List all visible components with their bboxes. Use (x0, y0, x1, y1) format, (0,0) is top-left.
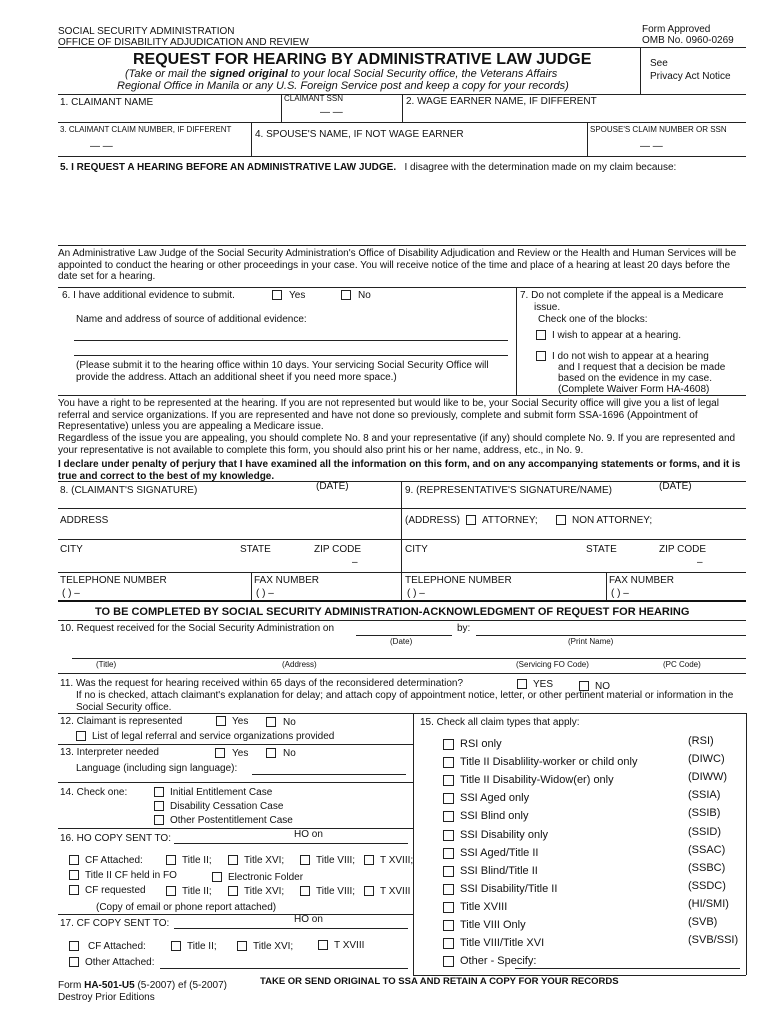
claim-type-checkbox[interactable] (443, 739, 454, 750)
item-11-label: 11. Was the request for hearing received within 65 days of the reconsidered determination? (60, 678, 464, 689)
claim-type-code: (DIWC) (688, 753, 725, 766)
claimant-phone-label: TELEPHONE NUMBER (60, 575, 167, 586)
claim-type-code: (SSDC) (688, 879, 726, 892)
cf-attached-checkbox[interactable] (69, 941, 79, 951)
appear-hearing-label: I wish to appear at a hearing. (552, 330, 681, 341)
alj-notice: An Administrative Law Judge of the Social Security Administration's Office of Disability Adjudication and Review or the Health and Human Services will be appointed to conduct the hearing or other proceedings in your case. You will receive notice of the time and place of a hearing at least 20 days before the date set for a hearing. (58, 248, 737, 282)
no-appear-label-3: based on the evidence in my case. (558, 373, 712, 384)
interpreter-no-label: No (283, 748, 296, 759)
electronic-folder-checkbox[interactable] (212, 872, 222, 882)
claim-type-checkbox[interactable] (443, 902, 454, 913)
claimant-city-label: CITY (60, 544, 83, 555)
agency-line-2: OFFICE OF DISABILITY ADJUDICATION AND REVIEW (58, 37, 309, 48)
claim-type-code: (SSAC) (688, 843, 726, 856)
item-5: 5. I REQUEST A HEARING BEFORE AN ADMINISTRATIVE LAW JUDGE. I disagree with the determination made on my claim because: (60, 162, 677, 173)
represented-no-checkbox[interactable] (266, 717, 276, 727)
claimant-fax-field[interactable]: ( ) – (256, 588, 274, 599)
form-approved: Form Approved (642, 24, 711, 35)
rep-signature-label: 9. (REPRESENTATIVE'S SIGNATURE/NAME) (405, 485, 612, 496)
claim-type-checkbox[interactable] (443, 848, 454, 859)
language-field[interactable] (252, 774, 406, 775)
electronic-folder-label: Electronic Folder (228, 872, 304, 883)
ho-title2-label: Title II; (182, 855, 212, 866)
instructions-line-2: Regional Office in Manila or any U.S. Foreign Service post and keep a copy for your records) (117, 80, 569, 92)
cf-title18-checkbox[interactable] (318, 940, 328, 950)
attorney-checkbox[interactable] (466, 515, 476, 525)
claimant-ssn-label: CLAIMANT SSN (284, 94, 343, 103)
other-specify-field[interactable] (515, 968, 740, 969)
rep-phone-field[interactable]: ( ) – (407, 588, 425, 599)
item-16-label: 16. HO COPY SENT TO: (60, 833, 171, 844)
received-by-line[interactable] (476, 635, 746, 636)
claimant-date-label: (DATE) (316, 481, 349, 492)
req-title16-checkbox[interactable] (228, 886, 238, 896)
claim-type-code: (HI/SMI) (688, 897, 729, 910)
claimant-zip-field[interactable]: – (352, 557, 358, 568)
claim-type-checkbox[interactable] (443, 757, 454, 768)
timely-yes-label: YES (533, 679, 554, 690)
referral-list-checkbox[interactable] (76, 731, 86, 741)
claim-type-code: (DIWW) (688, 771, 728, 784)
cf-title16-checkbox[interactable] (237, 941, 247, 951)
claim-type-checkbox[interactable] (443, 866, 454, 877)
cf-title2-label: Title II; (187, 941, 217, 952)
claim-type-label: SSI Blind only (460, 810, 529, 823)
cf-copy-field[interactable] (174, 928, 408, 929)
no-appear-label-2: and I request that a decision be made (558, 362, 726, 373)
cf-held-fo-checkbox[interactable] (69, 870, 79, 880)
claim-type-checkbox[interactable] (443, 830, 454, 841)
claim-type-code: (RSI) (688, 735, 714, 747)
other-attached-checkbox[interactable] (69, 957, 79, 967)
claim-type-checkbox[interactable] (443, 956, 454, 967)
item-11-note: If no is checked, attach claimant's explanation for delay; and attach copy of appointment notice, letter, or other pertinent material or information in the Social Security office. (76, 690, 734, 713)
claim-type-code: (SVB/SSI) (688, 934, 739, 947)
item-15-label: 15. Check all claim types that apply: (420, 717, 580, 728)
ho-title16-label: Title XVI; (244, 855, 285, 866)
ho-copy-field[interactable] (174, 843, 408, 844)
claim-type-label: SSI Aged only (460, 792, 530, 805)
spouse-claim-label: SPOUSE'S CLAIM NUMBER OR SSN (590, 125, 727, 134)
represented-no-label: No (283, 717, 296, 728)
claim-type-code: (SSID) (688, 825, 721, 838)
referral-list-label: List of legal referral and service organizations provided (92, 731, 335, 742)
copy-note: (Copy of email or phone report attached) (96, 902, 277, 913)
form-title: REQUEST FOR HEARING BY ADMINISTRATIVE LAW JUDGE (133, 51, 592, 68)
interpreter-yes-label: Yes (232, 748, 249, 759)
claim-type-checkbox[interactable] (443, 938, 454, 949)
claim-type-checkbox[interactable] (443, 884, 454, 895)
claim-number-label: 3. CLAIMANT CLAIM NUMBER, IF DIFFERENT (60, 125, 232, 134)
claim-type-label: Title VIII Only (460, 919, 526, 931)
ssa-banner: TO BE COMPLETED BY SOCIAL SECURITY ADMINISTRATION-ACKNOWLEDGMENT OF REQUEST FOR HEARING (95, 606, 690, 618)
claimant-address-label: ADDRESS (60, 515, 109, 526)
initial-entitlement-checkbox[interactable] (154, 787, 164, 797)
ho-title8-checkbox[interactable] (300, 855, 310, 865)
form-number: Form HA-501-U5 (5-2007) ef (5-2007) (58, 980, 227, 991)
ho-cf-attached-checkbox[interactable] (69, 855, 79, 865)
claim-type-checkbox[interactable] (443, 811, 454, 822)
claimant-signature-label: 8. (CLAIMANT'S SIGNATURE) (60, 485, 198, 496)
item-10-label: 10. Request received for the Social Security Administration on (60, 623, 335, 634)
regardless-text: Regardless of the issue you are appealing, you should complete No. 8 and your representative (if any) should complete No. 9. If you are represented and your representative is not available to complete this form, you should also print his or her name, address, etc., in No. 9. (58, 433, 736, 456)
pc-code-caption: (PC Code) (663, 660, 701, 669)
cf-requested-label: CF requested (85, 885, 146, 896)
title-caption: (Title) (96, 660, 117, 669)
req-title18-label: T XVIII (380, 886, 411, 897)
fo-code-caption: (Servicing FO Code) (516, 660, 589, 669)
rep-phone-label: TELEPHONE NUMBER (405, 575, 512, 586)
interpreter-yes-checkbox[interactable] (215, 748, 225, 758)
cf-ho-on-label: HO on (294, 914, 323, 925)
claim-type-checkbox[interactable] (443, 920, 454, 931)
claim-number-field[interactable]: — — (90, 141, 113, 152)
see-label: See (650, 58, 668, 69)
ho-title2-checkbox[interactable] (166, 855, 176, 865)
ho-cf-attached-label: CF Attached: (85, 855, 143, 866)
claim-type-label: RSI only (460, 738, 502, 750)
by-label: by: (457, 623, 471, 634)
claimant-zip-label: ZIP CODE (314, 544, 362, 555)
req-title2-checkbox[interactable] (166, 886, 176, 896)
postentitlement-label: Other Postentitlement Case (170, 815, 293, 826)
cf-requested-checkbox[interactable] (69, 885, 79, 895)
ho-title8-label: Title VIII; (316, 855, 356, 866)
evidence-source-label: Name and address of source of additional evidence: (76, 314, 307, 325)
item-7-line-3: Check one of the blocks: (538, 314, 648, 325)
non-attorney-checkbox[interactable] (556, 515, 566, 525)
item-13-label: 13. Interpreter needed (60, 747, 159, 758)
privacy-act-notice[interactable]: Privacy Act Notice (650, 71, 731, 82)
claim-type-label: SSI Blind/Title II (460, 864, 538, 877)
rep-city-label: CITY (405, 544, 428, 555)
address-caption: (Address) (282, 660, 317, 669)
represented-yes-checkbox[interactable] (216, 716, 226, 726)
title-address-line[interactable] (72, 658, 746, 659)
req-title2-label: Title II; (182, 886, 212, 897)
ho-title18-checkbox[interactable] (364, 855, 374, 865)
claim-type-code: (SSIB) (688, 807, 721, 820)
item-12-label: 12. Claimant is represented (60, 716, 183, 727)
print-name-caption: (Print Name) (568, 637, 614, 646)
rep-date-label: (DATE) (659, 481, 692, 492)
cf-title18-label: T XVIII (334, 940, 365, 951)
date-caption: (Date) (390, 637, 413, 646)
item-14-label: 14. Check one: (60, 787, 128, 798)
language-label: Language (including sign language): (76, 763, 238, 774)
evidence-source-line-1[interactable] (74, 340, 508, 341)
received-date-line[interactable] (356, 635, 452, 636)
item-7-line-1: 7. Do not complete if the appeal is a Medicare (520, 290, 724, 301)
claim-type-checkbox[interactable] (443, 793, 454, 804)
rep-fax-field[interactable]: ( ) – (611, 588, 629, 599)
waiver-form-note: (Complete Waiver Form HA-4608) (558, 384, 710, 395)
rep-zip-field[interactable]: – (697, 557, 703, 568)
claimant-state-label: STATE (240, 544, 271, 555)
ho-title16-checkbox[interactable] (228, 855, 238, 865)
cf-attached-label: CF Attached: (88, 941, 146, 952)
ho-on-label: HO on (294, 829, 323, 840)
req-title18-checkbox[interactable] (364, 886, 374, 896)
item-17-label: 17. CF COPY SENT TO: (60, 918, 170, 929)
other-attached-label: Other Attached: (85, 957, 155, 968)
other-attached-field[interactable] (160, 968, 408, 969)
claimant-name-label: 1. CLAIMANT NAME (60, 97, 154, 108)
req-title16-label: Title XVI; (244, 886, 285, 897)
item-6-label: 6. I have additional evidence to submit. (62, 290, 235, 301)
attorney-label: ATTORNEY; (482, 515, 538, 526)
cf-held-fo-label: Title II CF held in FO (85, 870, 177, 881)
rep-state-label: STATE (586, 544, 617, 555)
claim-type-label: SSI Aged/Title II (460, 846, 539, 859)
evidence-submit-note: (Please submit it to the hearing office within 10 days. Your servicing Social Security Office will provide the address. Attach an additional sheet if you need more space.) (76, 360, 489, 383)
claim-type-label: Title VIII/Title XVI (460, 937, 545, 950)
claimant-fax-label: FAX NUMBER (254, 575, 320, 586)
claim-type-code: (SSIA) (688, 789, 721, 802)
evidence-yes-checkbox[interactable] (272, 290, 282, 300)
initial-entitlement-label: Initial Entitlement Case (170, 787, 273, 798)
non-attorney-label: NON ATTORNEY; (572, 515, 653, 526)
claim-type-label: Other - Specify: (460, 955, 537, 968)
cessation-checkbox[interactable] (154, 801, 164, 811)
claim-type-label: SSI Disability/Title II (460, 882, 558, 895)
claimant-ssn-field[interactable]: — — (320, 107, 343, 118)
represented-yes-label: Yes (232, 716, 249, 727)
evidence-no-checkbox[interactable] (341, 290, 351, 300)
retain-copy-note: TAKE OR SEND ORIGINAL TO SSA AND RETAIN A COPY FOR YOUR RECORDS (260, 976, 619, 987)
rep-fax-label: FAX NUMBER (609, 575, 675, 586)
req-title8-label: Title VIII; (316, 886, 356, 897)
claim-type-checkbox[interactable] (443, 775, 454, 786)
item-7-line-2: issue. (534, 302, 561, 313)
omb-number: OMB No. 0960-0269 (642, 35, 734, 46)
no-appear-label-1: I do not wish to appear at a hearing (552, 351, 709, 362)
claim-type-label: SSI Disability only (460, 828, 549, 841)
spouse-claim-field[interactable]: — — (640, 141, 663, 152)
representation-rights: You have a right to be represented at the hearing. If you are not represented but would like to be, your Social Security office will give you a list of legal referral and service organizations. If you are represented and have not done so previously, complete and submit form SSA-1696 (Appointment of Representative) unless you are appealing a Medicare issue. (58, 398, 719, 432)
evidence-yes-label: Yes (289, 290, 306, 301)
interpreter-no-checkbox[interactable] (266, 748, 276, 758)
appear-hearing-checkbox[interactable] (536, 330, 546, 340)
timely-yes-checkbox[interactable] (517, 679, 527, 689)
rep-zip-label: ZIP CODE (659, 544, 707, 555)
postentitlement-checkbox[interactable] (154, 815, 164, 825)
wage-earner-label: 2. WAGE EARNER NAME, IF DIFFERENT (406, 96, 597, 107)
ho-title18-label: T XVIII; (380, 855, 414, 866)
claim-type-label: Title XVIII (460, 900, 508, 913)
claim-type-label: Title II Disability-Widow(er) only (460, 774, 614, 787)
req-title8-checkbox[interactable] (300, 886, 310, 896)
instructions-line-1: (Take or mail the signed original to your local Social Security office, the Veterans Affairs (125, 68, 558, 80)
claimant-phone-field[interactable]: ( ) – (62, 588, 80, 599)
claim-type-code: (SSBC) (688, 861, 726, 874)
cessation-label: Disability Cessation Case (170, 801, 284, 812)
no-appear-checkbox[interactable] (536, 351, 546, 361)
perjury-declaration: I declare under penalty of perjury that I have examined all the information on this form, and on any accompanying statements or forms, and it is true and correct to the best of my knowledge. (58, 459, 741, 482)
cf-title2-checkbox[interactable] (171, 941, 181, 951)
evidence-source-line-2[interactable] (74, 355, 508, 356)
spouse-name-label: 4. SPOUSE'S NAME, IF NOT WAGE EARNER (255, 129, 464, 140)
claim-type-code: (SVB) (688, 916, 718, 928)
cf-title16-label: Title XVI; (253, 941, 294, 952)
evidence-no-label: No (358, 290, 371, 301)
destroy-prior: Destroy Prior Editions (58, 992, 155, 1003)
timely-no-label: NO (595, 681, 610, 692)
claim-type-label: Title II Disablility-worker or child only (460, 756, 638, 769)
agency-line-1: SOCIAL SECURITY ADMINISTRATION (58, 26, 235, 37)
rep-address-label: (ADDRESS) (405, 515, 461, 526)
